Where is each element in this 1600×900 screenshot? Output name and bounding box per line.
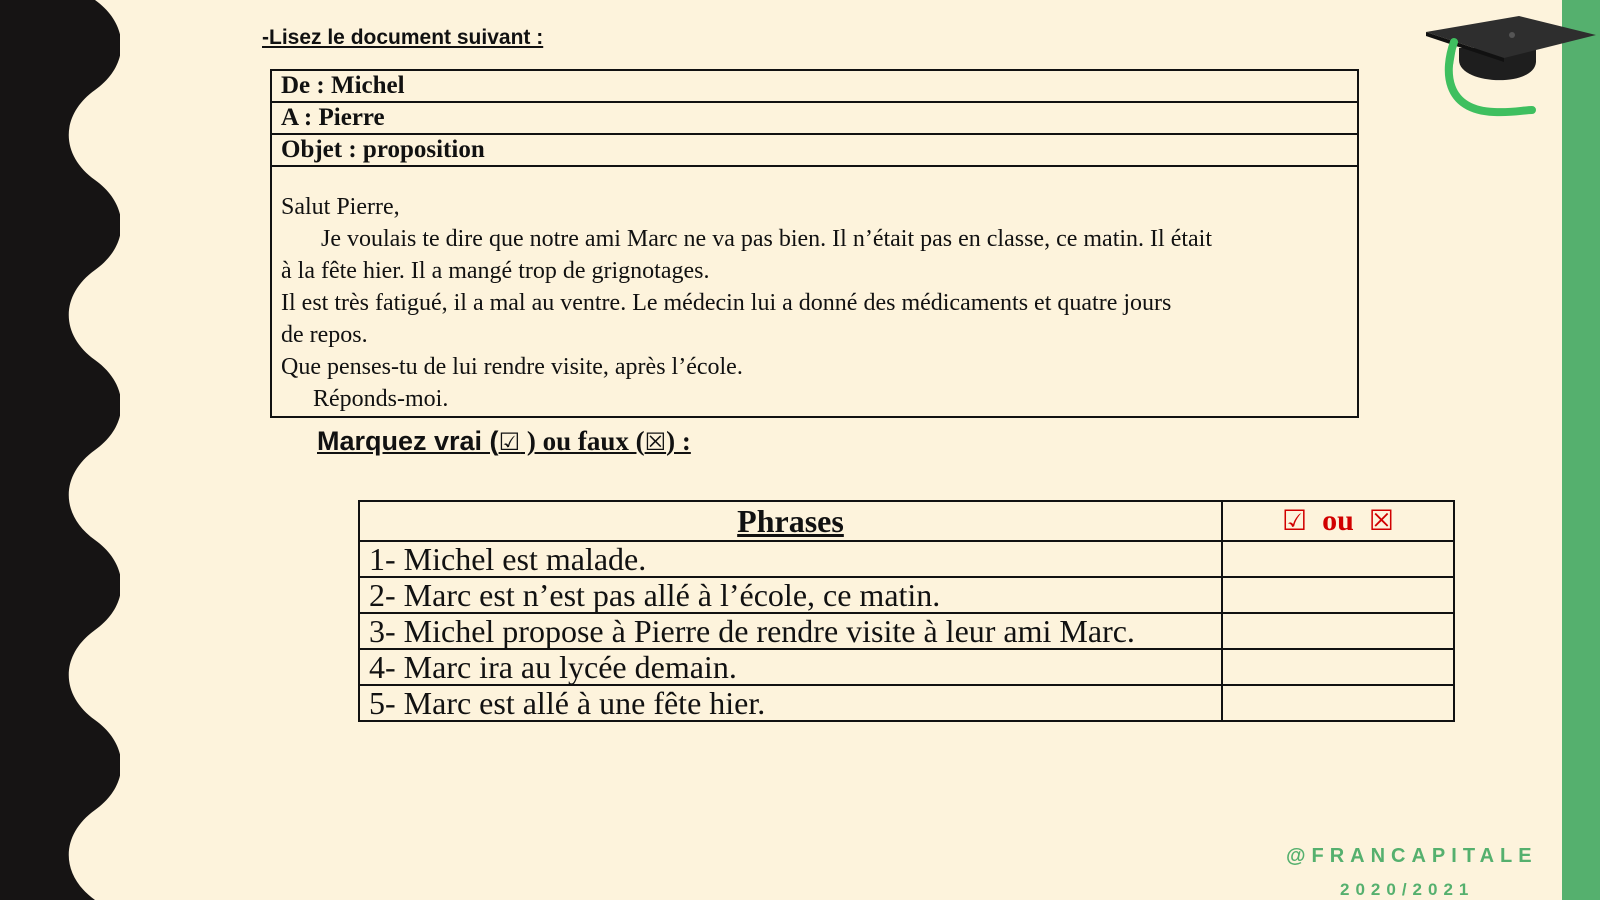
table-row bbox=[359, 577, 1454, 613]
letter-line: de repos. bbox=[281, 322, 368, 348]
phrase-cell: 3- Michel propose à Pierre de rendre visite à leur ami Marc. bbox=[359, 613, 1222, 649]
header-ou: ou bbox=[1322, 504, 1354, 537]
letter-line: Que penses-tu de lui rendre visite, après l’école. bbox=[281, 354, 743, 380]
watermark-handle: @FRANCAPITALE bbox=[1286, 845, 1538, 867]
checkbox-crossed-icon: ☒ bbox=[644, 428, 667, 456]
letter-to: A : Pierre bbox=[272, 103, 1357, 135]
letter-body bbox=[272, 167, 1357, 415]
letter-line: Il est très fatigué, il a mal au ventre. Le médecin lui a donné des médicaments et quatre jours bbox=[281, 290, 1172, 316]
letter-greeting: Salut Pierre, bbox=[281, 194, 400, 220]
letter-box bbox=[270, 69, 1359, 418]
task-text-2: ) ou faux ( bbox=[520, 426, 645, 456]
answer-cell[interactable] bbox=[1222, 613, 1454, 649]
letter-subject: Objet : proposition bbox=[272, 135, 1357, 167]
table-row bbox=[359, 541, 1454, 577]
graduation-cap-icon bbox=[1424, 10, 1600, 130]
table-row bbox=[359, 613, 1454, 649]
school-year: 2020/2021 bbox=[1340, 880, 1475, 899]
answer-cell[interactable] bbox=[1222, 577, 1454, 613]
letter-closing: Réponds-moi. bbox=[313, 386, 449, 412]
answer-cell[interactable] bbox=[1222, 541, 1454, 577]
phrase-cell: 5- Marc est allé à une fête hier. bbox=[359, 685, 1222, 721]
letter-from: De : Michel bbox=[272, 71, 1357, 103]
table-header-row bbox=[359, 501, 1454, 541]
answer-cell[interactable] bbox=[1222, 649, 1454, 685]
letter-line: Je voulais te dire que notre ami Marc ne va pas bien. Il n’était pas en classe, ce matin. Il était bbox=[321, 226, 1212, 252]
phrase-cell: 1- Michel est malade. bbox=[359, 541, 1222, 577]
left-wavy-band bbox=[0, 0, 120, 900]
header-phrases: Phrases bbox=[359, 501, 1222, 541]
answer-cell[interactable] bbox=[1222, 685, 1454, 721]
reading-instruction: -Lisez le document suivant : bbox=[262, 26, 544, 49]
checkbox-checked-icon: ☑ bbox=[498, 428, 521, 456]
table-row bbox=[359, 685, 1454, 721]
header-answer bbox=[1222, 501, 1454, 541]
phrase-cell: 4- Marc ira au lycée demain. bbox=[359, 649, 1222, 685]
task-instruction bbox=[317, 426, 691, 457]
letter-line: à la fête hier. Il a mangé trop de grignotages. bbox=[281, 258, 710, 284]
task-text-3: ) : bbox=[666, 426, 691, 456]
checkbox-checked-icon: ☑ bbox=[1282, 504, 1308, 537]
checkbox-crossed-icon: ☒ bbox=[1368, 504, 1394, 537]
true-false-table bbox=[358, 500, 1455, 722]
phrase-cell: 2- Marc est n’est pas allé à l’école, ce matin. bbox=[359, 577, 1222, 613]
table-row bbox=[359, 649, 1454, 685]
task-text-1: Marquez vrai ( bbox=[317, 426, 499, 456]
right-green-bar bbox=[1562, 0, 1600, 900]
